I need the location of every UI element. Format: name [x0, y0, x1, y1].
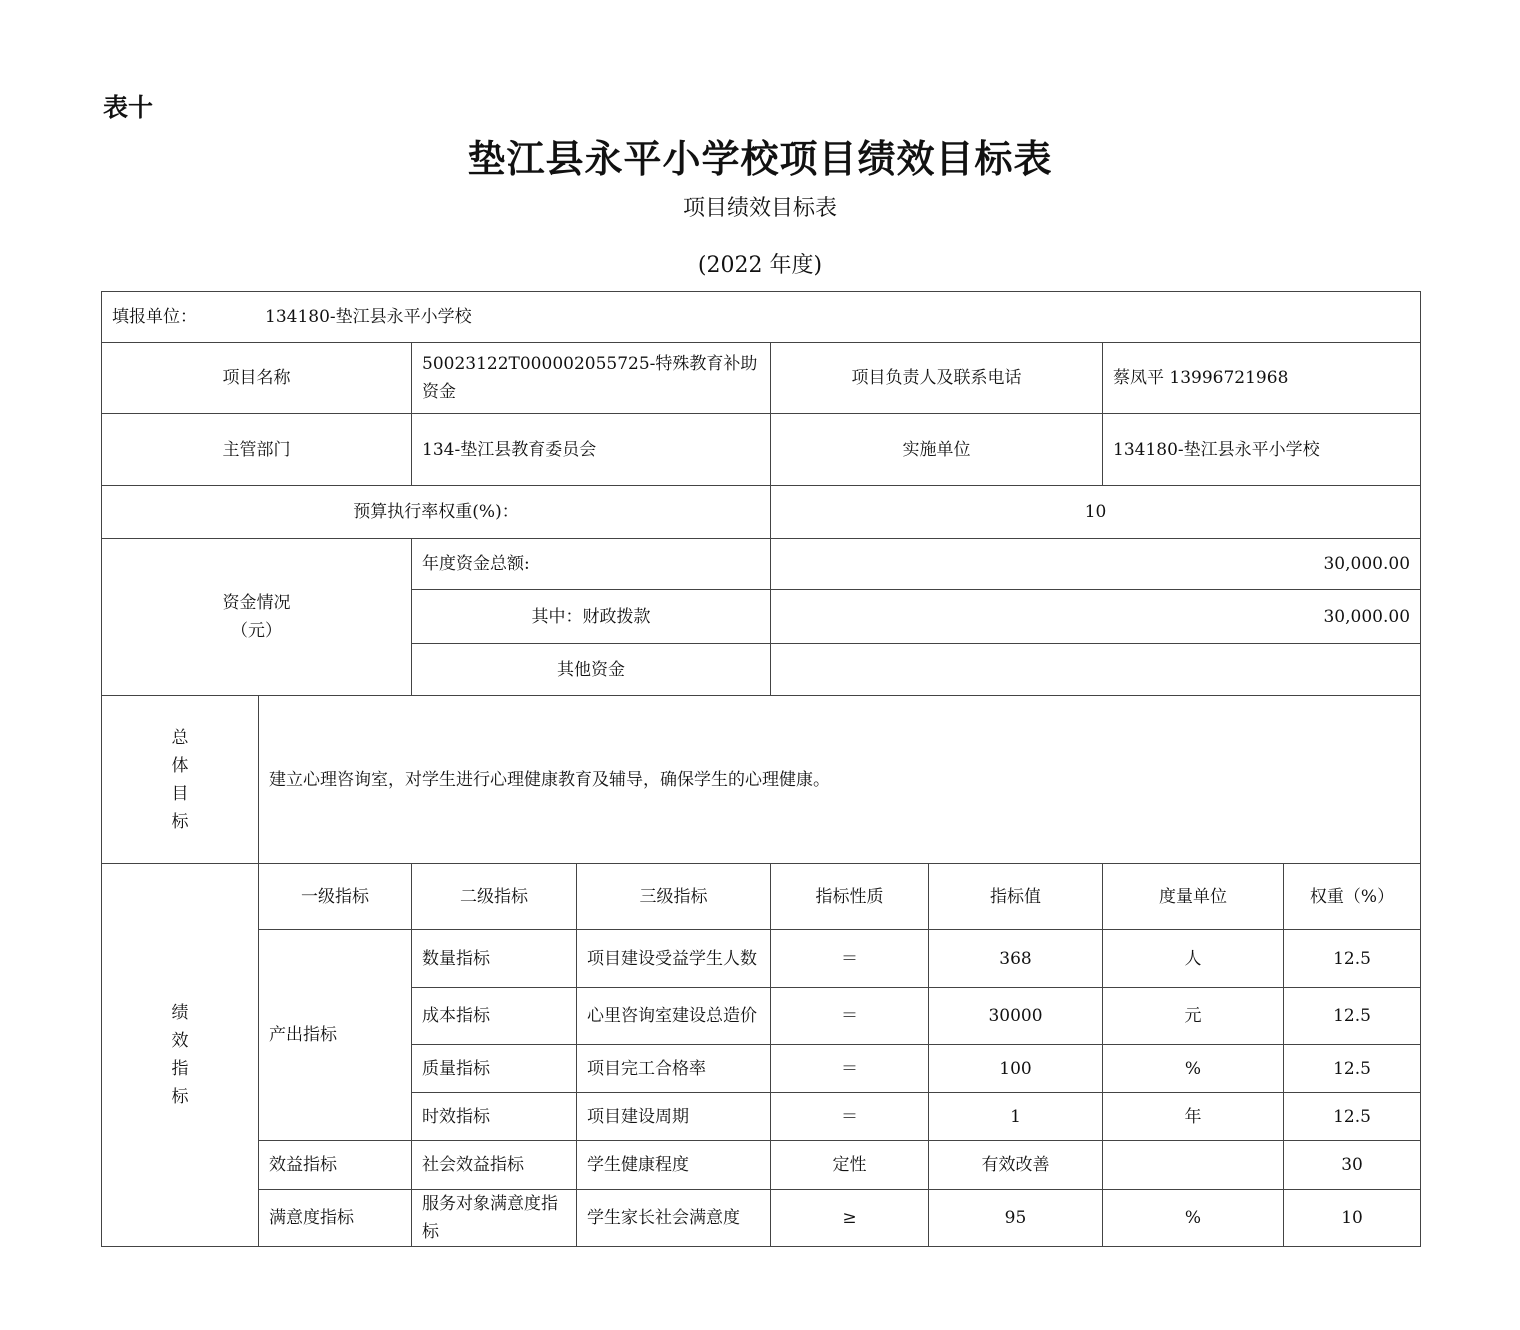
level3-cell: 学生家长社会满意度: [577, 1190, 771, 1247]
weight-cell: 12.5: [1284, 1093, 1421, 1141]
goal-char: 标: [171, 811, 189, 832]
unit-cell: 人: [1103, 930, 1284, 988]
impl-unit-value: 134180-垫江县永平小学校: [1103, 414, 1421, 486]
page-subtitle: 项目绩效目标表: [682, 196, 837, 221]
goal-char: 目: [171, 783, 189, 804]
weight-cell: 30: [1284, 1141, 1421, 1190]
header-level3: 三级指标: [577, 864, 771, 930]
overall-goal-text: 建立心理咨询室，对学生进行心理健康教育及辅导，确保学生的心理健康。: [259, 696, 1421, 864]
indicator-char: 绩: [171, 1003, 189, 1023]
nature-cell: ＝: [771, 1045, 929, 1093]
table-row: [102, 930, 1421, 988]
nature-cell: 定性: [771, 1141, 929, 1190]
unit-cell: 年: [1103, 1093, 1284, 1141]
level2-cell: 成本指标: [412, 988, 577, 1045]
level1-cell: 产出指标: [259, 930, 412, 1141]
level3-cell: 项目建设周期: [577, 1093, 771, 1141]
goal-char: 总: [171, 727, 189, 748]
header-value: 指标值: [929, 864, 1103, 930]
table-number-label: 表十: [103, 93, 154, 122]
header-level2: 二级指标: [412, 864, 577, 930]
level1-cell: 效益指标: [259, 1141, 412, 1190]
indicator-char: 指: [171, 1059, 189, 1079]
filler-unit-cell: [102, 292, 1421, 343]
weight-cell: 12.5: [1284, 930, 1421, 988]
level3-cell: 心里咨询室建设总造价: [577, 988, 771, 1045]
level2-cell: 数量指标: [412, 930, 577, 988]
unit-cell: %: [1103, 1045, 1284, 1093]
nature-cell: ＝: [771, 1093, 929, 1141]
filler-unit-label: 填报单位：: [112, 307, 197, 327]
budget-weight-value: 10: [771, 486, 1421, 539]
goal-char: 体: [171, 755, 189, 776]
dept-value: 134-垫江县教育委员会: [412, 414, 771, 486]
funds-other-label: 其他资金: [412, 644, 771, 696]
project-leader-label: 项目负责人及联系电话: [771, 343, 1103, 414]
project-leader-value: 蔡凤平 13996721968: [1103, 343, 1421, 414]
weight-cell: 10: [1284, 1190, 1421, 1247]
value-cell: 30000: [929, 988, 1103, 1045]
filler-unit-value: 134180-垫江县永平小学校: [265, 307, 472, 327]
indicator-char: 效: [171, 1031, 189, 1051]
value-cell: 95: [929, 1190, 1103, 1247]
project-name-label: 项目名称: [102, 343, 412, 414]
unit-cell: [1103, 1141, 1284, 1190]
nature-cell: ＝: [771, 988, 929, 1045]
unit-cell: %: [1103, 1190, 1284, 1247]
level3-cell: 项目完工合格率: [577, 1045, 771, 1093]
page-title: 垫江县永平小学校项目绩效目标表: [467, 136, 1053, 181]
level2-cell: 质量指标: [412, 1045, 577, 1093]
nature-cell: ＝: [771, 930, 929, 988]
table-row: [102, 1141, 1421, 1190]
header-weight: 权重（%）: [1284, 864, 1421, 930]
project-name-value: 50023122T000002055725-特殊教育补助资金: [412, 343, 771, 414]
level2-cell: 服务对象满意度指标: [412, 1190, 577, 1247]
value-cell: 1: [929, 1093, 1103, 1141]
level2-cell: 社会效益指标: [412, 1141, 577, 1190]
funds-fiscal-label: 其中：财政拨款: [412, 590, 771, 644]
funds-label-text: 资金情况: [222, 593, 291, 613]
level1-cell: 满意度指标: [259, 1190, 412, 1247]
funds-total-value: 30,000.00: [771, 539, 1421, 590]
funds-total-label: 年度资金总额:: [412, 539, 771, 590]
header-level1: 一级指标: [259, 864, 412, 930]
fiscal-year: (2022 年度): [697, 253, 823, 278]
header-unit: 度量单位: [1103, 864, 1284, 930]
level3-cell: 项目建设受益学生人数: [577, 930, 771, 988]
value-cell: 100: [929, 1045, 1103, 1093]
performance-target-table: [101, 291, 1421, 1247]
funds-label: [102, 539, 412, 696]
budget-weight-label: 预算执行率权重(%)：: [102, 486, 771, 539]
value-cell: 有效改善: [929, 1141, 1103, 1190]
indicator-char: 标: [171, 1087, 189, 1107]
funds-fiscal-value: 30,000.00: [771, 590, 1421, 644]
level3-cell: 学生健康程度: [577, 1141, 771, 1190]
impl-unit-label: 实施单位: [771, 414, 1103, 486]
weight-cell: 12.5: [1284, 1045, 1421, 1093]
funds-other-value: [771, 644, 1421, 696]
table-row: [102, 1190, 1421, 1247]
nature-cell: ≥: [771, 1190, 929, 1247]
value-cell: 368: [929, 930, 1103, 988]
weight-cell: 12.5: [1284, 988, 1421, 1045]
header-nature: 指标性质: [771, 864, 929, 930]
funds-unit: （元）: [231, 621, 282, 641]
overall-goal-label: [102, 696, 259, 864]
unit-cell: 元: [1103, 988, 1284, 1045]
dept-label: 主管部门: [102, 414, 412, 486]
level2-cell: 时效指标: [412, 1093, 577, 1141]
indicators-label: [102, 864, 259, 1247]
